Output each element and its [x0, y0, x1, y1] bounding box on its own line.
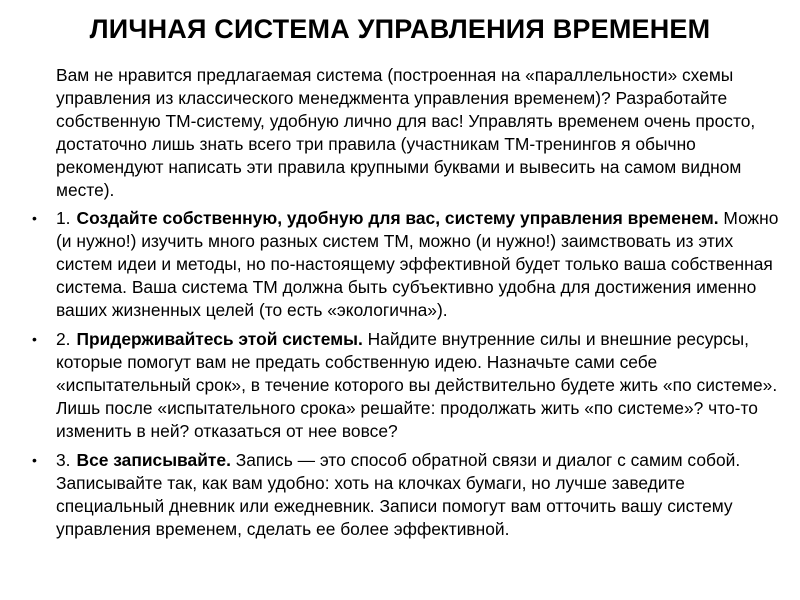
slide-body [30, 64, 782, 547]
rule-item-2 [30, 328, 782, 443]
rule-text: Можно (и нужно!) изучить много разных систем ТМ, можно (и нужно!) заимствовать из этих систем идеи и методы, но по-настоящему эффективной будет только ваша собственная система. Ваша система ТМ должна быть субъективно удобна для достижения именно ваших жизненных целей (то есть «экологична»). [56, 208, 779, 320]
rule-heading: Создайте собственную, удобную для вас, систему управления временем. [76, 208, 719, 228]
rule-item-1 [30, 207, 782, 322]
bullet-icon: • [32, 210, 37, 226]
rule-number: 1. [56, 208, 71, 228]
rule-heading: Все записывайте. [76, 450, 231, 470]
rule-number: 3. [56, 450, 71, 470]
rule-text: Запись — это способ обратной связи и диалог с самим собой. Записывайте так, как вам удобно: хоть на клочках бумаги, но лучше заведите специальный дневник или ежедневник. Записи помогут вам отточить вашу систему управления временем, сделать ее более эффективной. [56, 450, 741, 539]
rule-item-3 [30, 449, 782, 541]
rule-number: 2. [56, 329, 71, 349]
slide-title: ЛИЧНАЯ СИСТЕМА УПРАВЛЕНИЯ ВРЕМЕНЕМ [89, 14, 711, 44]
bullet-icon: • [32, 331, 37, 347]
bullet-icon: • [32, 452, 37, 468]
rule-heading: Придерживайтесь этой системы. [76, 329, 363, 349]
rule-text: Найдите внутренние силы и внешние ресурсы, которые помогут вам не предать собственную идею. Назначьте сами себе «испытательный срок», в течение которого вы действительно будете жить «по системе». Лишь после «испытательного срока» решайте: продолжать жить «по системе»? что-то изменить в ней? отказаться от нее вовсе? [56, 329, 778, 441]
intro-paragraph: Вам не нравится предлагаемая система (построенная на «параллельности» схемы управления из классического менеджмента управления временем)? Разработайте собственную ТМ-систему, удобную лично для вас! Управлять временем очень просто, достаточно лишь знать всего три правила (участникам ТМ-тренингов я обычно рекомендуют написать эти правила крупными буквами и вывесить на самом видном месте). [56, 65, 756, 200]
